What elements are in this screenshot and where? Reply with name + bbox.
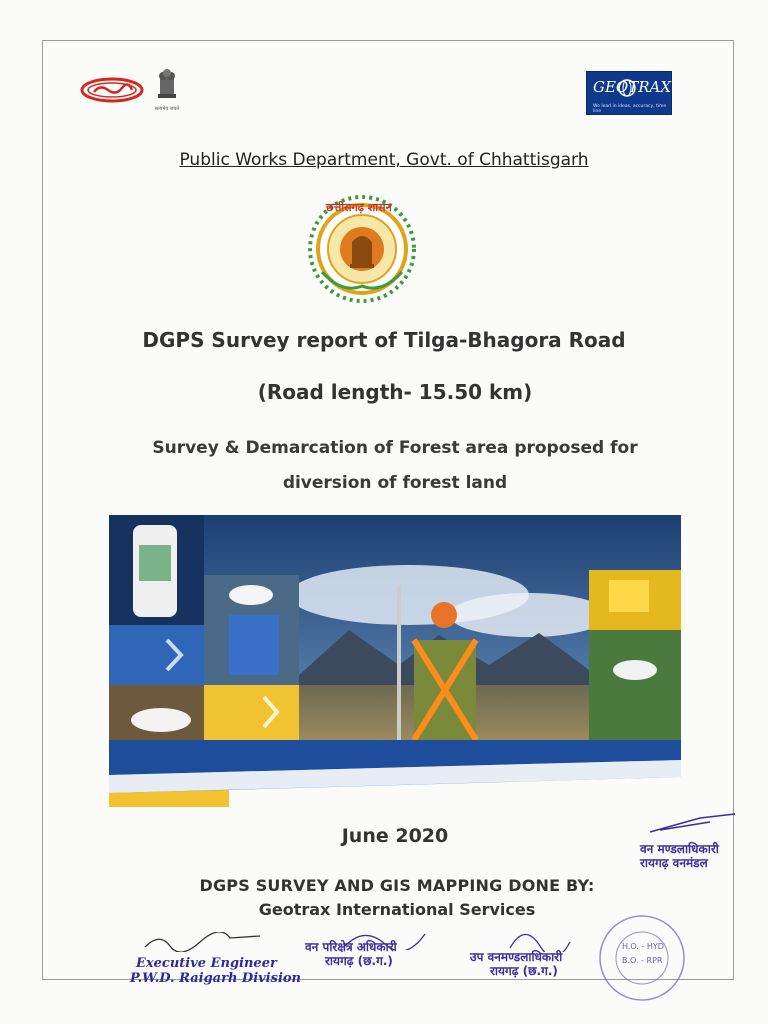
signature-scribble <box>335 926 455 950</box>
signature-scribble <box>500 922 580 952</box>
range-officer-place: रायगढ़ (छ.ग.) <box>325 954 393 968</box>
geotrax-logo <box>586 71 672 115</box>
seal-text: छत्तीसगढ़ शासन <box>326 201 392 214</box>
dfo-stamp <box>640 808 766 870</box>
subtitle-line-1: Survey & Demarcation of Forest area proposed for <box>152 438 638 458</box>
range-officer-title: वन परिक्षेत्र अधिकारी <box>305 940 397 954</box>
report-subtitle <box>0 431 768 501</box>
company-name: Geotrax International Services <box>258 900 536 919</box>
geotrax-logo-text: GEOTRAX <box>593 78 672 96</box>
seal-ho: H.O. - HYD <box>622 942 664 951</box>
geotrax-tagline: We lead in ideas, accuracy, time line <box>593 104 667 114</box>
survey-done-by: DGPS SURVEY AND GIS MAPPING DONE BY: <box>199 876 595 895</box>
survey-banner-image <box>109 515 681 811</box>
dfo-stamp-line-1: वन मण्डलाधिकारी <box>640 842 719 856</box>
pwd-logo <box>80 76 144 108</box>
seal-bo: B.O. - RPR <box>622 956 663 965</box>
deputy-officer-title: उप वनमण्डलाधिकारी <box>470 950 563 964</box>
report-date: June 2020 <box>341 825 449 847</box>
road-length: (Road length- 15.50 km) <box>257 380 533 404</box>
deputy-officer-place: रायगढ़ (छ.ग.) <box>490 964 558 978</box>
range-officer-stamp <box>305 940 397 968</box>
geotrax-round-seal <box>596 912 688 1008</box>
national-emblem <box>150 64 184 112</box>
signature-scribble <box>140 932 300 952</box>
deputy-officer-stamp <box>470 950 562 978</box>
department-heading: Public Works Department, Govt. of Chhattisgarh <box>179 150 589 170</box>
globe-icon <box>617 78 637 98</box>
subtitle-line-2: diversion of forest land <box>282 473 508 493</box>
report-title: DGPS Survey report of Tilga-Bhagora Road <box>142 328 626 352</box>
pwd-division: P.W.D. Raigarh Division <box>130 971 301 986</box>
emblem-caption: सत्यमेव जयते <box>154 106 180 112</box>
executive-engineer-signature <box>130 938 305 986</box>
chhattisgarh-seal <box>302 194 422 308</box>
signature-scribble <box>640 808 740 838</box>
dfo-stamp-line-2: रायगढ़ वनमंडल <box>640 856 708 870</box>
executive-engineer-title: Executive Engineer <box>136 956 277 971</box>
